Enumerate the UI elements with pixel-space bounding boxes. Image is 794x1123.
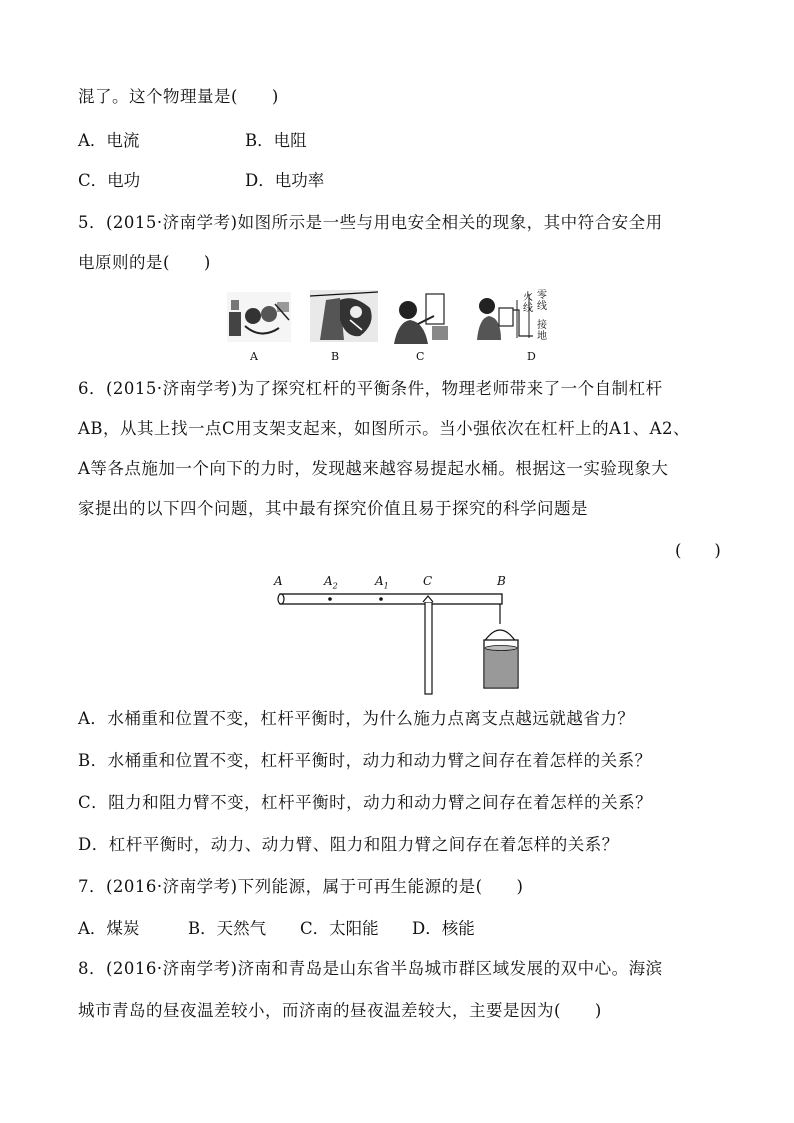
q6-stem-line4: 家提出的以下四个问题，其中最有探究价值且易于探究的科学问题是 [78,499,588,518]
q6-label-b: B [497,574,506,588]
q5-stem-line1: 5．(2015·济南学考)如图所示是一些与用电安全相关的现象，其中符合安全用 [78,213,663,232]
q5-label-d: D [527,350,536,363]
q6-option-a: A．水桶重和位置不变，杠杆平衡时，为什么施力点离支点越远就越省力？ [78,709,635,728]
q5-figure [225,290,555,365]
q5-d-label-neutral: 零线 [537,290,547,312]
q4-stem-end: 混了。这个物理量是( ) [78,87,279,106]
q7-option-a: A．煤炭 [78,919,140,938]
q6-stem-line3: A等各点施加一个向下的力时，发现越来越容易提起水桶。根据这一实验现象大 [78,459,669,478]
q5-sketch-b [310,290,378,342]
q6-stem-line2: AB，从其上找一点C用支架支起来，如图所示。当小强依次在杠杆上的A1、A2、 [78,419,690,438]
q6-label-a2: $A_2$ [324,574,338,591]
q5-d-label-hot: 火线 [523,292,533,314]
q4-option-c: C．电功 [78,171,141,190]
q5-sketch-c [388,290,452,344]
q6-label-c: C [423,574,433,588]
q4-option-d: D．电功率 [245,171,325,190]
q8-stem-line2: 城市青岛的昼夜温差较小，而济南的昼夜温差较大，主要是因为( ) [78,1001,602,1020]
q7-option-b: B．天然气 [188,919,267,938]
q6-lever-figure [268,572,528,702]
q5-label-c: C [416,350,425,363]
q8-stem-line1: 8．(2016·济南学考)济南和青岛是山东省半岛城市群区域发展的双中心。海滨 [78,959,663,978]
q6-answer-paren: ( ) [675,541,721,560]
q5-sketch-a [227,292,291,342]
q7-option-c: C．太阳能 [300,919,379,938]
q7-option-d: D．核能 [412,919,475,938]
q5-label-a: A [250,350,258,363]
q6-option-c: C．阻力和阻力臂不变，杠杆平衡时，动力和动力臂之间存在着怎样的关系？ [78,793,653,812]
q7-stem: 7．(2016·济南学考)下列能源，属于可再生能源的是( ) [78,877,524,896]
q6-lever-drawing [268,572,528,702]
q5-label-b: B [331,350,340,363]
q6-option-d: D．杠杆平衡时，动力、动力臂、阻力和阻力臂之间存在着怎样的关系？ [78,835,619,854]
q6-label-a1: $A_1$ [375,574,389,591]
q6-stem-line1: 6．(2015·济南学考)为了探究杠杆的平衡条件，物理老师带来了一个自制杠杆 [78,379,663,398]
q6-option-b: B．水桶重和位置不变，杠杆平衡时，动力和动力臂之间存在着怎样的关系？ [78,751,652,770]
q4-option-a: A．电流 [78,131,140,150]
q5-d-label-ground: 接地 [537,320,547,342]
q6-label-a: A [274,574,283,588]
q5-stem-line2: 电原则的是( ) [78,253,211,272]
q4-option-b: B．电阻 [245,131,307,150]
